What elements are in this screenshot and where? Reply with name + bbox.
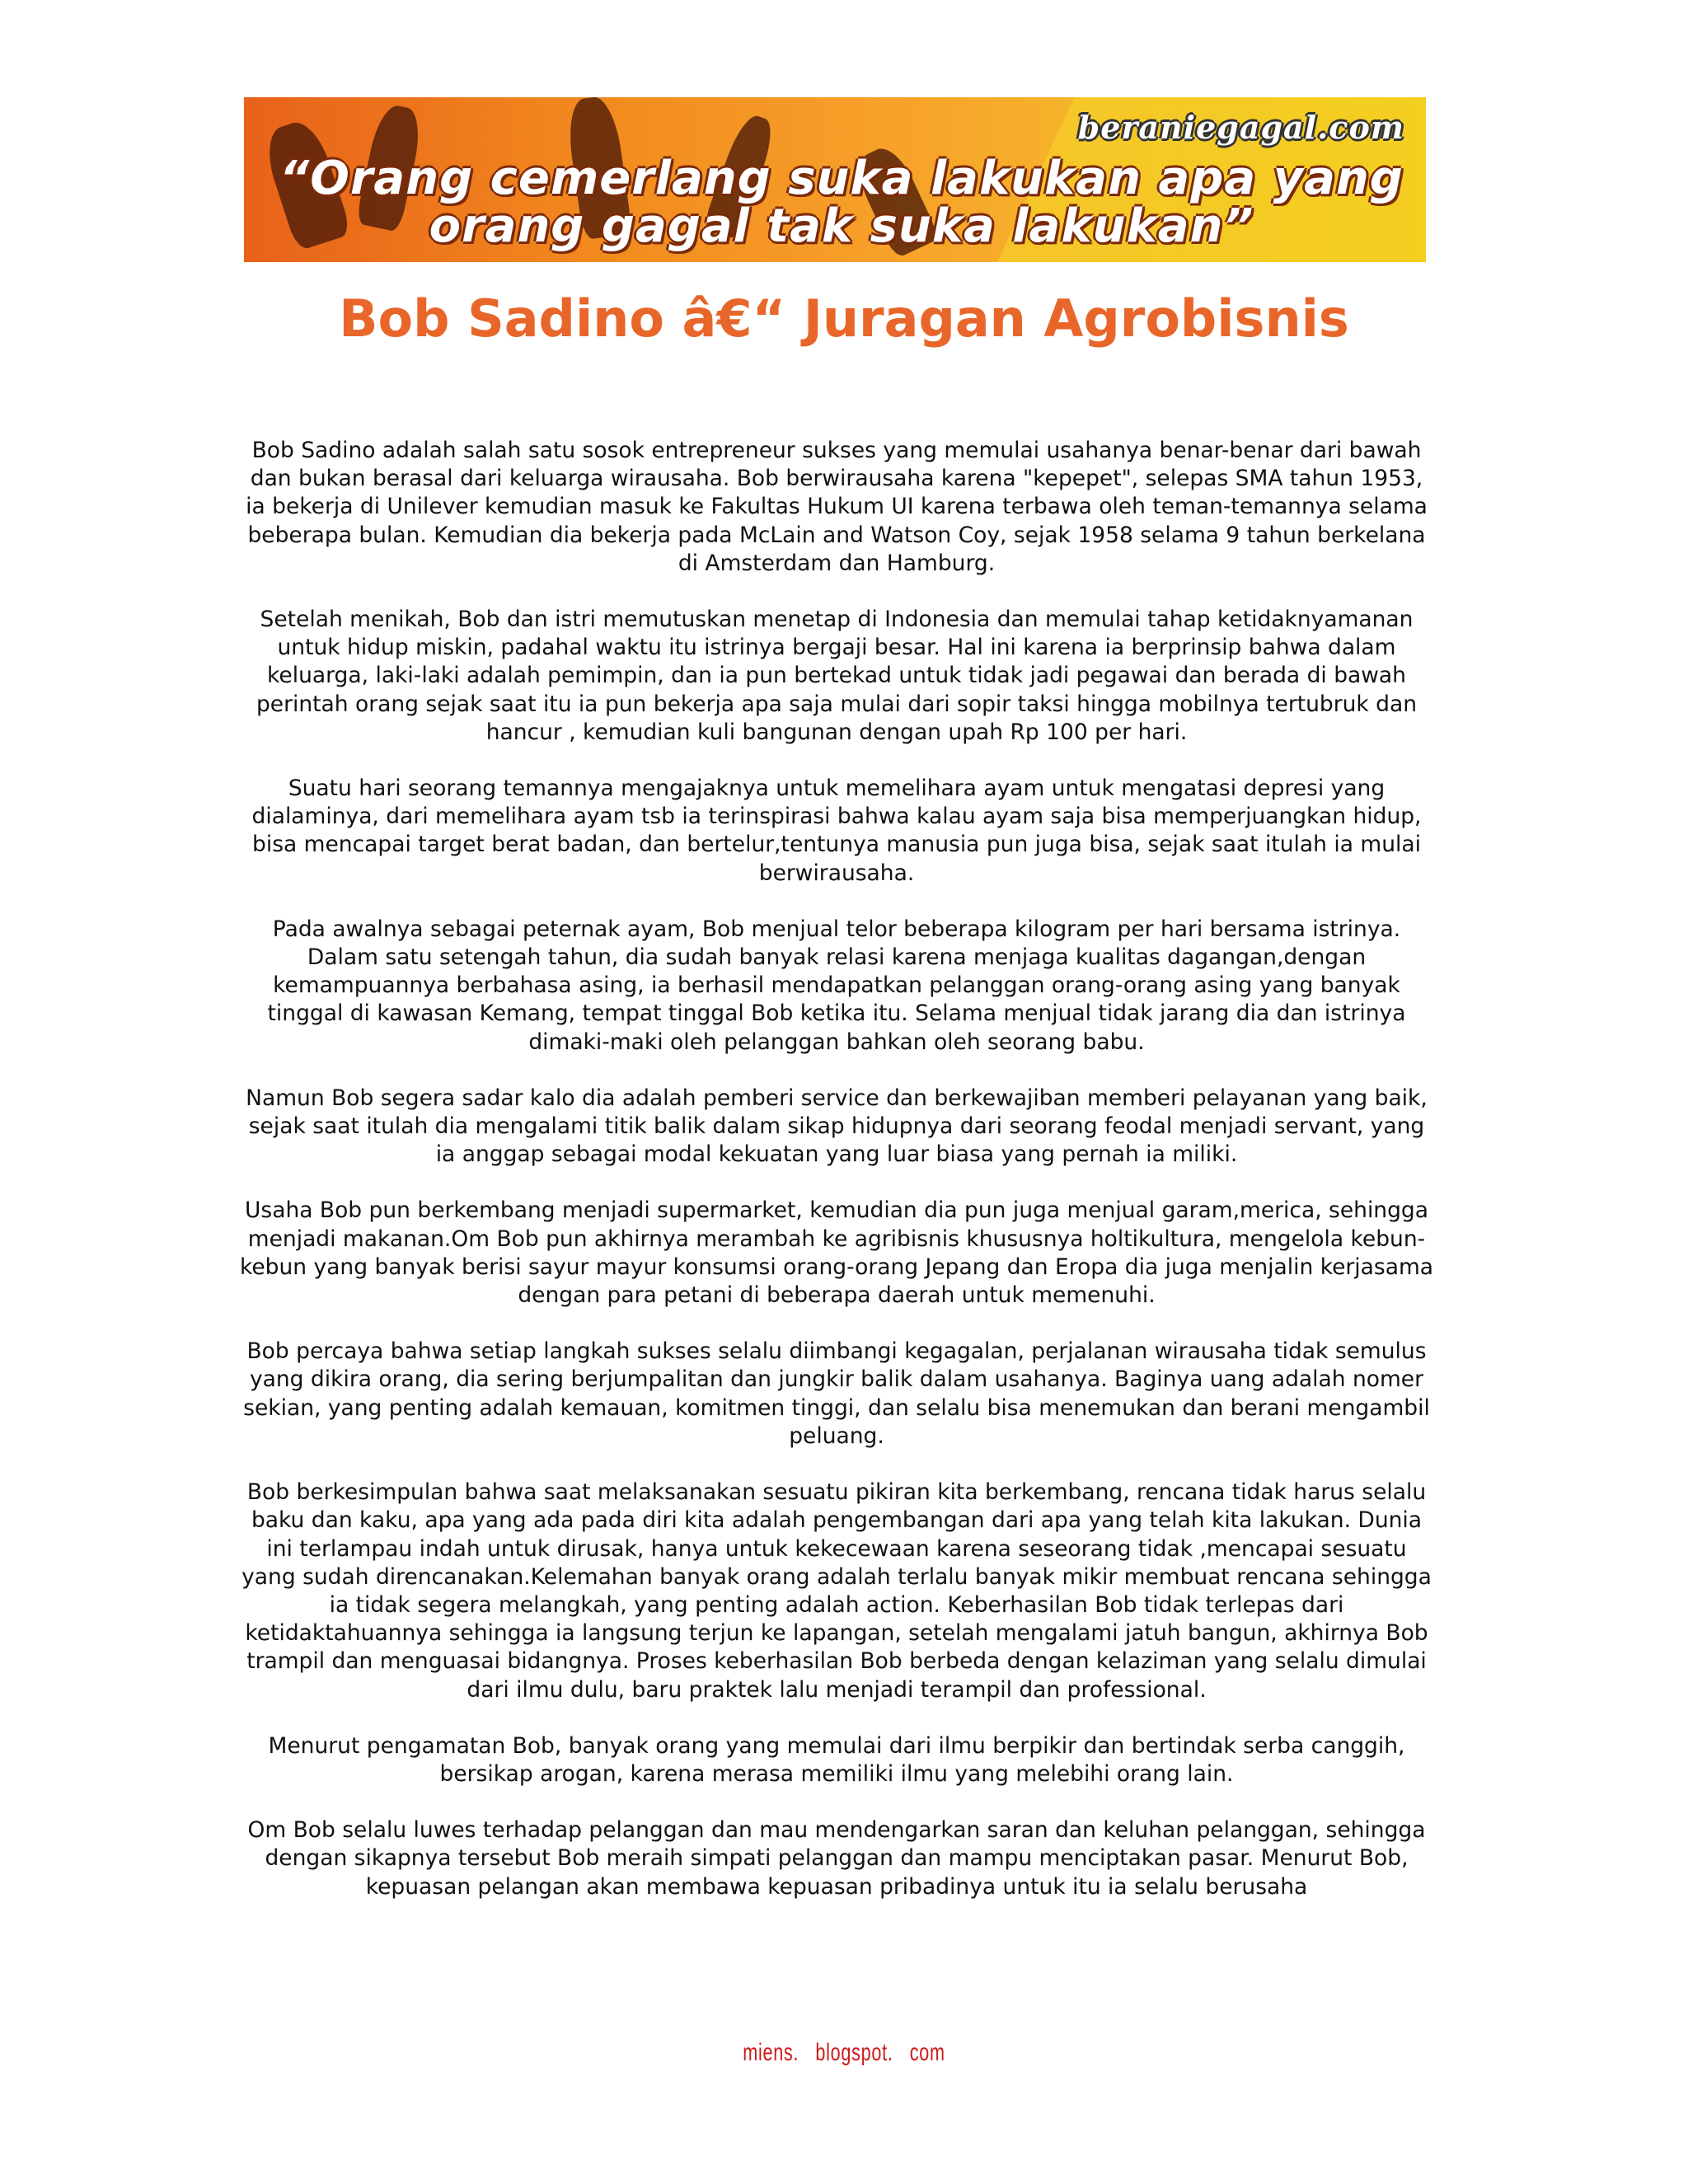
paragraph: Menurut pengamatan Bob, banyak orang yang memulai dari ilmu berpikir dan bertindak serba canggih, bersikap arogan, karena merasa memiliki ilmu yang melebihi orang lain.	[268, 1732, 1405, 1787]
banner-quote: “Orang cemerlang suka lakukan apa yang orang gagal tak suka lakukan”	[279, 152, 1404, 253]
page-title: Bob Sadino â€“ Juragan Agrobisnis	[339, 288, 1349, 349]
footer-url: miens. blogspot. com	[743, 2039, 945, 2066]
paragraph: Bob Sadino adalah salah satu sosok entrepreneur sukses yang memulai usahanya benar-benar dari bawah dan bukan berasal dari keluarga wirausaha. Bob berwirausaha karena "kepepet", selepas SMA tahun 1953, ia bekerja di Unilever kemudian masuk ke Fakultas Hukum UI karena terbawa oleh teman-temannya selama beberapa bulan. Kemudian dia bekerja pada McLain and Watson Coy, sejak 1958 selama 9 tahun berkelana di Amsterdam dan Hamburg.	[246, 438, 1428, 576]
paragraph: Om Bob selalu luwes terhadap pelanggan dan mau mendengarkan saran dan keluhan pelanggan, sehingga dengan sikapnya tersebut Bob meraih simpati pelanggan dan mampu menciptakan pasar. Menurut Bob, kepuasan pelangan akan membawa kepuasan pribadinya untuk itu ia selalu berusaha	[247, 1817, 1426, 1900]
article-body	[239, 437, 1434, 1929]
paragraph: Setelah menikah, Bob dan istri memutuskan menetap di Indonesia dan memulai tahap ketidaknyamanan untuk hidup miskin, padahal waktu itu istrinya bergaji besar. Hal ini karena ia berprinsip bahwa dalam keluarga, laki-laki adalah pemimpin, dan ia pun bertekad untuk tidak jadi pegawai dan berada di bawah perintah orang sejak saat itu ia pun bekerja apa saja mulai dari sopir taksi hingga mobilnya tertubruk dan hancur , kemudian kuli bangunan dengan upah Rp 100 per hari.	[256, 607, 1418, 745]
paragraph: Usaha Bob pun berkembang menjadi supermarket, kemudian dia pun juga menjual garam,merica, sehingga menjadi makanan.Om Bob pun akhirnya merambah ke agribisnis khususnya holtikultura, mengelola kebun-kebun yang banyak berisi sayur mayur konsumsi orang-orang Jepang dan Eropa dia juga menjalin kerjasama dengan para petani di beberapa daerah untuk memenuhi.	[239, 1197, 1434, 1309]
paragraph: Bob percaya bahwa setiap langkah sukses selalu diimbangi kegagalan, perjalanan wirausaha tidak semulus yang dikira orang, dia sering berjumpalitan dan jungkir balik dalam usahanya. Baginya uang adalah nomer sekian, yang penting adalah kemauan, komitmen tinggi, dan selalu bisa menemukan dan berani mengambil peluang.	[243, 1338, 1430, 1449]
paragraph: Bob berkesimpulan bahwa saat melaksanakan sesuatu pikiran kita berkembang, rencana tidak harus selalu baku dan kaku, apa yang ada pada diri kita adalah pengembangan dari apa yang telah kita lakukan. Dunia ini terlampau indah untuk dirusak, hanya untuk kekecewaan karena seseorang tidak ,mencapai sesuatu yang sudah direncanakan.Kelemahan banyak orang adalah terlalu banyak mikir membuat rencana sehingga ia tidak segera melangkah, yang penting adalah action. Keberhasilan Bob tidak terlepas dari ketidaktahuannya sehingga ia langsung terjun ke lapangan, setelah mengalami jatuh bangun, akhirnya Bob trampil dan menguasai bidangnya. Proses keberhasilan Bob berbeda dengan kelaziman yang selalu dimulai dari ilmu dulu, baru praktek lalu menjadi terampil dan professional.	[241, 1479, 1432, 1703]
header-banner	[244, 97, 1426, 262]
paragraph: Pada awalnya sebagai peternak ayam, Bob menjual telor beberapa kilogram per hari bersama istrinya. Dalam satu setengah tahun, dia sudah banyak relasi karena menjaga kualitas dagangan,dengan kemampuannya berbahasa asing, ia berhasil mendapatkan pelanggan orang-orang asing yang banyak tinggal di kawasan Kemang, tempat tinggal Bob ketika itu. Selama menjual tidak jarang dia dan istrinya dimaki-maki oleh pelanggan bahkan oleh seorang babu.	[267, 916, 1406, 1055]
paragraph: Suatu hari seorang temannya mengajaknya untuk memelihara ayam untuk mengatasi depresi yang dialaminya, dari memelihara ayam tsb ia terinspirasi bahwa kalau ayam saja bisa memperjuangkan hidup, bisa mencapai target berat badan, dan bertelur,tentunya manusia pun juga bisa, sejak saat itulah ia mulai berwirausaha.	[251, 776, 1422, 886]
paragraph: Namun Bob segera sadar kalo dia adalah pemberi service dan berkewajiban memberi pelayanan yang baik, sejak saat itulah dia mengalami titik balik dalam sikap hidupnya dari seorang feodal menjadi servant, yang ia anggap sebagai modal kekuatan yang luar biasa yang pernah ia miliki.	[246, 1085, 1428, 1168]
banner-site-name: beraniegagal.com	[1077, 109, 1404, 146]
